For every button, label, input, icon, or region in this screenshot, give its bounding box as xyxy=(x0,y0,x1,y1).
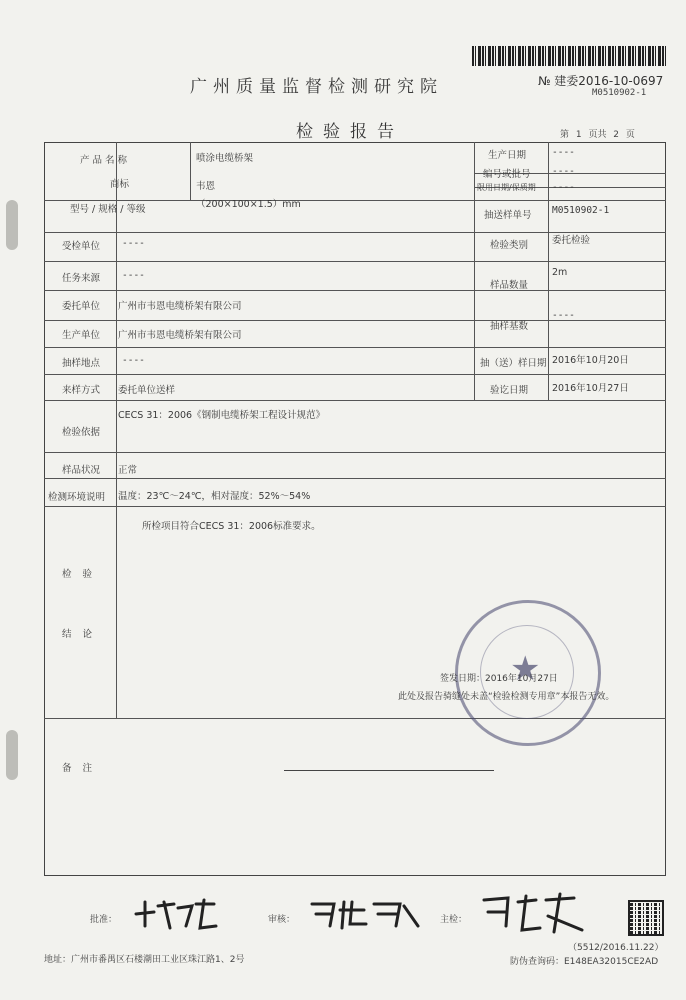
report-table-grid xyxy=(44,142,666,876)
chief-label: 主检： xyxy=(440,915,468,925)
producer-value: 广州市韦恩电缆桥架有限公司 xyxy=(118,330,242,341)
done-date: 2016年10月27日 xyxy=(552,383,629,394)
chief-signature xyxy=(478,890,588,938)
punch-hole-top xyxy=(6,200,18,250)
model-value: （200×100×1.5）mm xyxy=(196,199,301,210)
condition-value: 正常 xyxy=(118,465,138,476)
reviewer-label: 审核： xyxy=(268,915,296,925)
remark-line xyxy=(284,770,494,771)
basis-value: CECS 31：2006《钢制电缆桥架工程设计规范》 xyxy=(118,410,326,421)
limit-label: 限用日期/保质期 xyxy=(477,183,536,192)
method-value: 委托单位送样 xyxy=(118,385,176,396)
punch-hole-bottom xyxy=(6,730,18,780)
brand-value: 韦恩 xyxy=(196,181,216,192)
form-code: （5512/2016.11.22） xyxy=(568,943,664,953)
issue-date: 签发日期：2016年10月27日 xyxy=(440,674,558,684)
task-source-label: 任务来源 xyxy=(62,273,101,284)
approver-signature xyxy=(130,896,220,932)
sub-number: M0510902-1 xyxy=(592,88,647,98)
method-label: 来样方式 xyxy=(62,385,101,396)
client-label: 受检单位 xyxy=(62,241,101,252)
product-name-label: 产品名称 xyxy=(80,155,131,166)
client-value: ---- xyxy=(122,238,145,249)
batch-value: ---- xyxy=(552,166,575,177)
done-date-label: 验讫日期 xyxy=(490,385,529,396)
institution-name: 广州质量监督检测研究院 xyxy=(190,77,443,97)
base-value: ---- xyxy=(552,310,575,321)
basis-label: 检验依据 xyxy=(62,427,101,438)
production-date-label: 生产日期 xyxy=(488,150,527,161)
conclusion-label-1: 检 验 xyxy=(62,569,97,580)
sample-date-label: 抽（送）样日期 xyxy=(480,358,547,369)
producer-label: 生产单位 xyxy=(62,330,101,341)
document-title: 检验报告 xyxy=(296,122,404,142)
env-value: 温度：23℃～24℃，相对湿度：52%～54% xyxy=(118,491,311,502)
production-date: ---- xyxy=(552,147,575,158)
batch-label: 编号或批号 xyxy=(483,169,531,180)
anti-fake-code: 防伪查询码：E148EA32015CE2AD xyxy=(510,957,659,967)
barcode xyxy=(472,46,668,66)
sample-no: M0510902-1 xyxy=(552,205,610,216)
inspect-type-label: 检验类别 xyxy=(490,240,529,251)
sample-date: 2016年10月20日 xyxy=(552,355,629,366)
sample-no-label: 抽送样单号 xyxy=(484,210,532,221)
task-source: ---- xyxy=(122,270,145,281)
conclusion-text: 所检项目符合CECS 31：2006标准要求。 xyxy=(142,521,321,532)
entrust-label: 委托单位 xyxy=(62,301,101,312)
quantity-label: 样品数量 xyxy=(490,280,529,291)
condition-label: 样品状况 xyxy=(62,465,101,476)
base-label: 抽样基数 xyxy=(490,321,529,332)
entrust-value: 广州市韦恩电缆桥架有限公司 xyxy=(118,301,242,312)
product-name: 喷涂电缆桥架 xyxy=(196,153,254,164)
stamp-note: 此处及报告骑缝处未盖“检验检测专用章”本报告无效。 xyxy=(398,692,615,702)
address: 地址：广州市番禺区石楼潮田工业区珠江路1、2号 xyxy=(44,955,245,965)
approver-label: 批准： xyxy=(90,915,118,925)
report-number: № 建委2016-10-0697 xyxy=(538,74,664,88)
model-label: 型号 / 规格 / 等级 xyxy=(70,204,146,215)
inspect-type: 委托检验 xyxy=(552,235,591,246)
reviewer-signature xyxy=(304,896,424,932)
limit-value: ---- xyxy=(552,182,575,193)
page-info: 第 1 页共 2 页 xyxy=(560,130,635,140)
env-label: 检测环境说明 xyxy=(48,492,106,503)
site-label: 抽样地点 xyxy=(62,358,101,369)
brand-label: 商标 xyxy=(110,179,130,190)
star-icon: ★ xyxy=(510,649,541,689)
conclusion-label-2: 结 论 xyxy=(62,629,97,640)
quantity-value: 2m xyxy=(552,267,568,278)
site-value: ---- xyxy=(122,355,145,366)
remark-label: 备 注 xyxy=(62,763,97,774)
qr-code xyxy=(628,900,664,936)
